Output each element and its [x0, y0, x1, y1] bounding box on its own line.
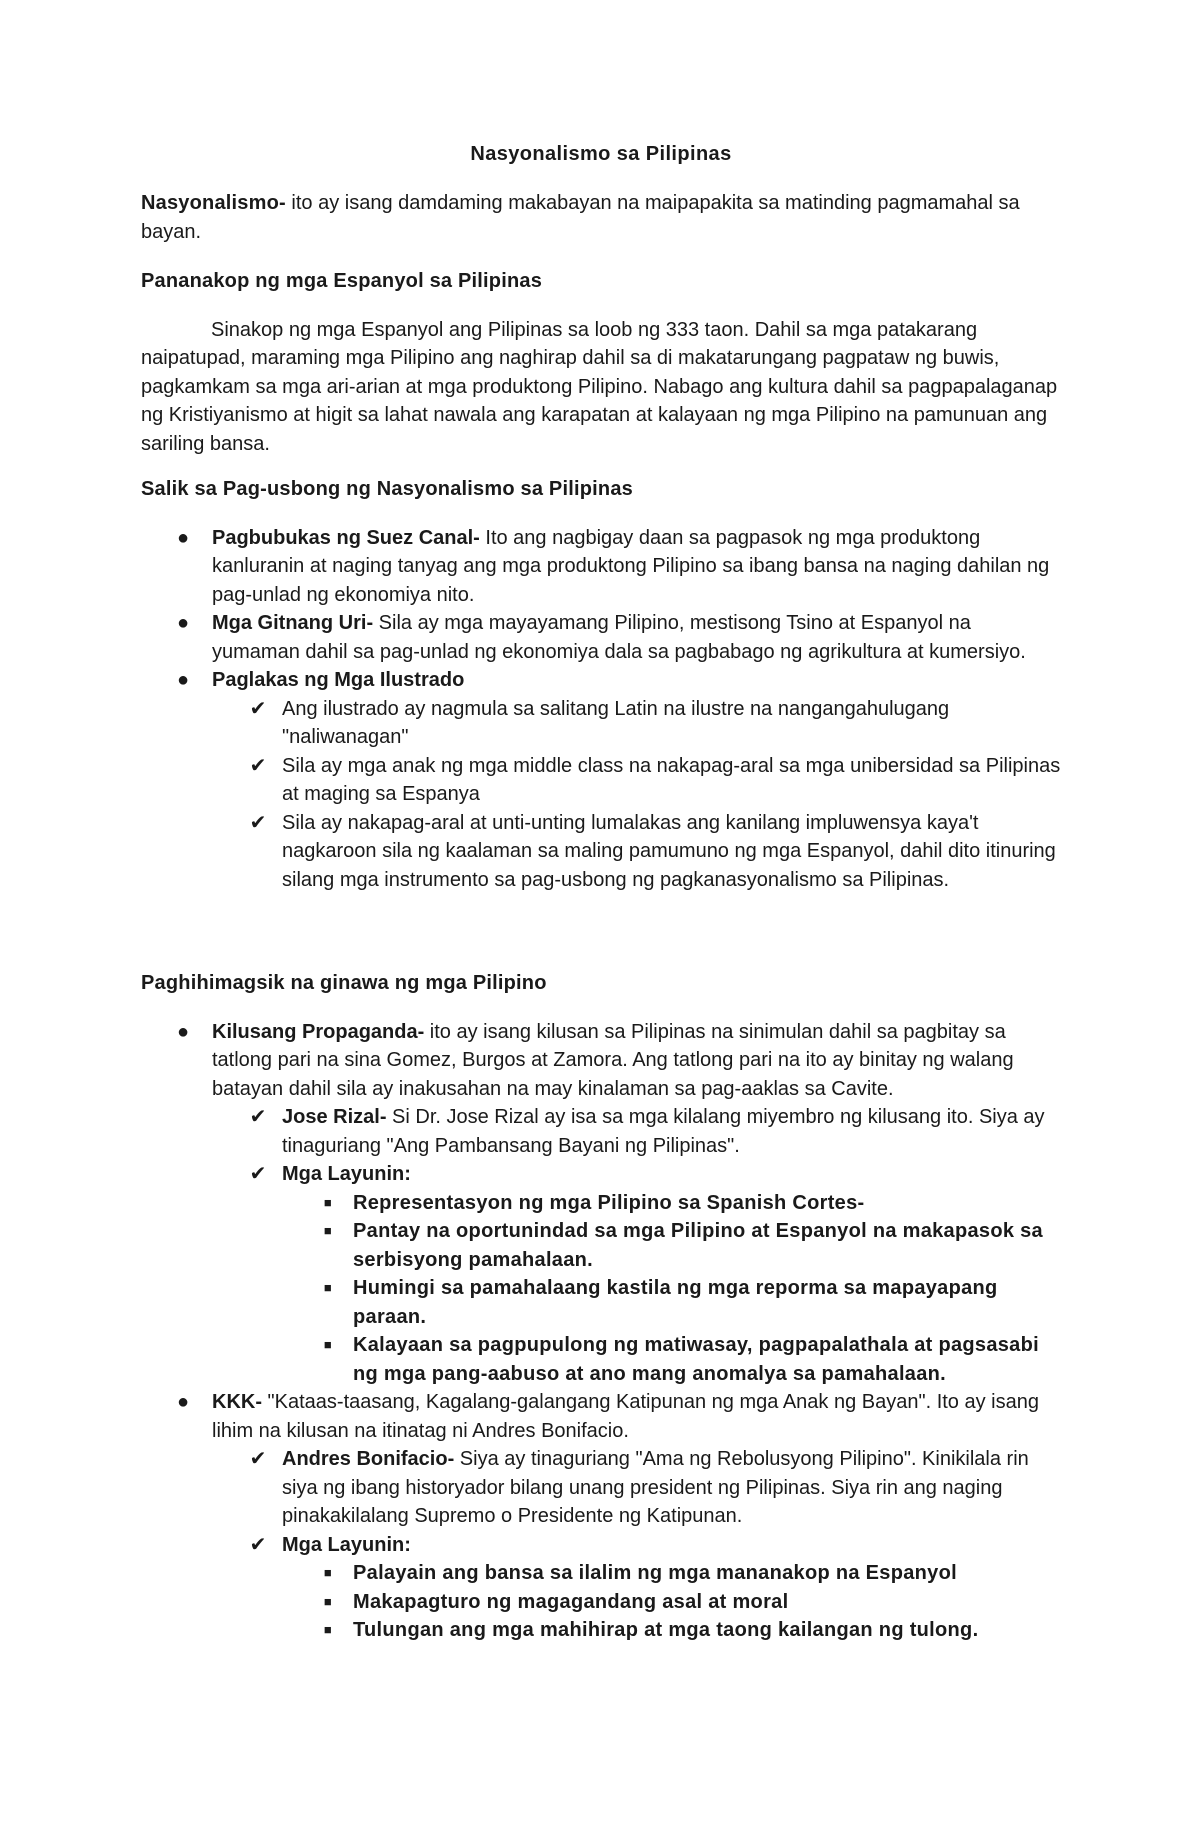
check-icon: ✔: [249, 1106, 267, 1128]
item-text: ito ay isang kilusan sa Pilipinas na sinimulan dahil sa pagbitay sa tatlong pari na sina Gomez, Burgos at Zamora. Ang tatlong pari na ito ay binitay ng walang batayan dahil sila ay inakusahan na may kinalaman sa pag-aaklas sa Cavite.: [212, 1020, 1014, 1100]
list-subitem: [141, 809, 1061, 895]
definition-paragraph: [141, 189, 1061, 246]
goal-item: [141, 1274, 1061, 1331]
square-bullet-icon: ■: [323, 1593, 333, 1609]
subitem-text: Sila ay mga anak ng mga middle class na nakapag-aral sa mga unibersidad sa Pilipinas at maging sa Espanya: [282, 754, 1061, 805]
item-text: Ito ang nagbigay daan sa pagpasok ng mga produktong kanluranin at naging tanyag ang mga produktong Pilipino sa ibang bansa na naging dahilan ng pag-unlad ng ekonomiya nito.: [212, 526, 1050, 606]
square-bullet-icon: ■: [323, 1223, 333, 1238]
salik-list: [141, 524, 1061, 895]
section-heading: Pananakop ng mga Espanyol sa Pilipinas: [141, 270, 543, 292]
list-subitem: [141, 752, 1061, 809]
goal-item: [141, 1616, 1061, 1645]
item-text: Sila ay mga mayayamang Pilipino, mestisong Tsino at Espanyol na yumaman dahil sa pag-unlad ng ekonomiya dala sa pagbabago ng agrikultura at kumersiyo.: [212, 612, 1026, 663]
square-bullet-icon: ■: [323, 1622, 333, 1637]
list-item: [141, 609, 1061, 666]
item-term: KKK-: [212, 1391, 262, 1413]
goal-item: [141, 1331, 1061, 1388]
list-subitem: [141, 1445, 1061, 1531]
goal-item: [141, 1588, 1061, 1617]
section-salik: [141, 475, 1061, 894]
list-subitem: [141, 1160, 1061, 1189]
definition-term: Nasyonalismo-: [141, 192, 286, 214]
subitem-term: Andres Bonifacio-: [282, 1448, 455, 1470]
list-subitem: [141, 695, 1061, 752]
goal-text: Tulungan ang mga mahihirap at mga taong kailangan ng tulong.: [353, 1619, 979, 1641]
goal-item: [141, 1559, 1061, 1588]
item-term: Mga Gitnang Uri-: [212, 612, 374, 634]
section-paghihimagsik: [141, 969, 1061, 1645]
bullet-icon: ●: [176, 669, 190, 691]
subitem-term: Jose Rizal-: [282, 1106, 387, 1128]
goal-text: Kalayaan sa pagpupulong ng matiwasay, pagpapalathala at pagsasabi ng mga pang-aabuso at ano mang anomalya sa pamahalaan.: [353, 1334, 1039, 1385]
goal-item: [141, 1189, 1061, 1218]
list-subitem: [141, 1531, 1061, 1560]
square-bullet-icon: ■: [323, 1194, 333, 1210]
subitem-term: Mga Layunin:: [282, 1533, 411, 1556]
list-subitem: [141, 1103, 1061, 1160]
bullet-icon: ●: [176, 1391, 190, 1413]
bullet-icon: ●: [176, 612, 190, 634]
page-title: Nasyonalismo sa Pilipinas: [470, 143, 732, 165]
goal-text: Palayain ang bansa sa ilalim ng mga mananakop na Espanyol: [353, 1562, 957, 1584]
list-item: [141, 524, 1061, 610]
paghihimagsik-list: [141, 1018, 1061, 1645]
subitem-text: Siya ay tinaguriang "Ama ng Rebolusyong Pilipino". Kinikilala rin siya ng ibang historyador bilang unang president ng Pilipinas. Siya rin ang naging pinakakilalang Supremo o Presidente ng Katipunan.: [282, 1448, 1029, 1527]
section-pananakop: [141, 267, 1061, 458]
square-bullet-icon: ■: [323, 1280, 333, 1295]
item-term: Pagbubukas ng Suez Canal-: [212, 526, 480, 549]
check-icon: ✔: [249, 1448, 267, 1470]
subitem-text: Sila ay nakapag-aral at unti-unting lumalakas ang kanilang impluwensya kaya't nagkaroon sila ng kaalaman sa maling pamumuno ng mga Espanyol, dahil dito itinuring silang mga instrumento sa pag-usbong ng pagkanasyonalismo sa Pilipinas.: [282, 811, 1056, 891]
check-icon: ✔: [249, 754, 267, 777]
square-bullet-icon: ■: [323, 1337, 333, 1352]
goal-text: Humingi sa pamahalaang kastila ng mga reporma sa mapayapang paraan.: [353, 1277, 998, 1328]
item-term: Paglakas ng Mga Ilustrado: [212, 669, 465, 691]
definition-text: ito ay isang damdaming makabayan na maipapakita sa matinding pagmamahal sa bayan.: [141, 192, 1020, 243]
square-bullet-icon: ■: [323, 1565, 333, 1580]
bullet-icon: ●: [176, 526, 190, 549]
check-icon: ✔: [249, 697, 267, 720]
bullet-icon: ●: [176, 1020, 190, 1043]
section-heading: Salik sa Pag-usbong ng Nasyonalismo sa Pilipinas: [141, 478, 633, 500]
goal-item: [141, 1217, 1061, 1274]
subitem-term: Mga Layunin:: [282, 1163, 411, 1185]
check-icon: ✔: [249, 811, 267, 834]
subitem-text: Si Dr. Jose Rizal ay isa sa mga kilalang miyembro ng kilusang ito. Siya ay tinaguriang "Ang Pambansang Bayani ng Pilipinas".: [282, 1106, 1045, 1157]
goal-text: Representasyon ng mga Pilipino sa Spanish Cortes-: [353, 1191, 865, 1214]
item-text: "Kataas-taasang, Kagalang-galangang Katipunan ng mga Anak ng Bayan". Ito ay isang lihim na kilusan na itinatag ni Andres Bonifacio.: [212, 1391, 1039, 1442]
list-item: [141, 666, 1061, 695]
check-icon: ✔: [249, 1533, 267, 1556]
check-icon: ✔: [249, 1163, 267, 1185]
goal-text: Pantay na oportunindad sa mga Pilipino at Espanyol na makapasok sa serbisyong pamahalaan.: [353, 1220, 1043, 1271]
list-item: [141, 1018, 1061, 1104]
list-item: [141, 1388, 1061, 1445]
section-paragraph: Sinakop ng mga Espanyol ang Pilipinas sa loob ng 333 taon. Dahil sa mga patakarang naipatupad, maraming mga Pilipino ang naghirap dahil sa di makatarungang pagpataw ng buwis, pagkamkam sa mga ari-arian at mga produktong Pilipino. Nabago ang kultura dahil sa pagpapalaganap ng Kristiyanismo at higit sa lahat nawala ang karapatan at kalayaan ng mga Pilipino na pamunuan ang sariling bansa.: [141, 318, 1058, 455]
item-term: Kilusang Propaganda-: [212, 1020, 425, 1043]
section-heading: Paghihimagsik na ginawa ng mga Pilipino: [141, 972, 547, 994]
goal-text: Makapagturo ng magagandang asal at moral: [353, 1590, 789, 1613]
subitem-text: Ang ilustrado ay nagmula sa salitang Latin na ilustre na nangangahulugang "naliwanagan": [282, 697, 950, 748]
